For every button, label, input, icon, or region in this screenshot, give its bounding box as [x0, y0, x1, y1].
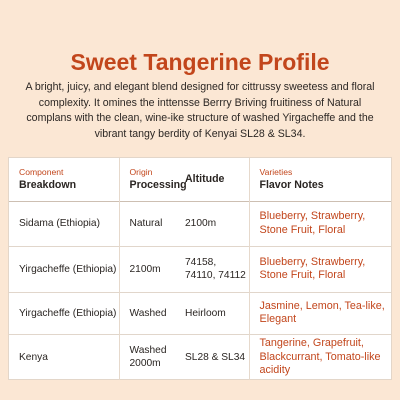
header-flavor-notes-sub: Varieties — [259, 166, 293, 177]
cell-processing: Washed — [119, 292, 175, 334]
table-header-row — [9, 158, 391, 201]
cell-altitude: 74158, 74110, 74112 — [185, 257, 246, 281]
page-title: Sweet Tangerine Profile — [70, 49, 330, 75]
cell-processing: 2100m — [119, 246, 175, 292]
cell-altitude: SL28 & SL34 — [185, 351, 246, 363]
cell-flavor-notes: Tangerine, Grapefruit, Blackcurrant, Tomato-like acidity — [249, 334, 391, 380]
cell-breakdown: Yirgacheffe (Ethiopia) — [19, 263, 117, 275]
header-altitude-label: Altitude — [185, 173, 225, 186]
cell-altitude: 2100m — [185, 218, 217, 229]
header-breakdown-label: Breakdown — [19, 178, 77, 191]
intro-paragraph: A bright, juicy, and elegant blend designed for cittrussy sweetess and floral complexity. It omines the inttensse Berrry Briving fruitiness of Natural complans with the clean, wine-ike structure of washed Yirgacheffe and the vibrant tangy berdity of Kenyai SL28 & SL34. — [25, 81, 375, 140]
cell-flavor-notes: Blueberry, Strawberry, Stone Fruit, Floral — [249, 201, 391, 246]
cell-flavor-notes: Blueberry, Strawberry, Stone Fruit, Floral — [249, 246, 391, 292]
header-processing — [119, 158, 187, 201]
table-row — [9, 201, 391, 246]
table-row — [9, 334, 391, 380]
header-flavor-notes — [249, 158, 391, 201]
header-processing-sub: Origin — [129, 166, 153, 177]
table-row — [9, 246, 391, 292]
header-breakdown-sub: Component — [19, 166, 64, 177]
blend-table — [9, 158, 391, 380]
header-flavor-notes-label: Flavor Notes — [259, 178, 324, 191]
cell-altitude: Heirloom — [185, 307, 226, 319]
cell-breakdown: Kenya — [19, 351, 48, 363]
header-breakdown — [9, 158, 119, 201]
cell-processing: Natural — [119, 201, 175, 246]
blend-table-card — [8, 157, 392, 380]
table-row — [9, 292, 391, 334]
cell-processing: Washed 2000m — [119, 334, 175, 380]
cell-breakdown: Yirgacheffe (Ethiopia) — [19, 307, 117, 319]
cell-breakdown: Sidama (Ethiopia) — [19, 218, 100, 229]
header-altitude — [175, 158, 249, 201]
cell-flavor-notes: Jasmine, Lemon, Tea-like, Elegant — [249, 292, 391, 334]
header-processing-label: Processing — [129, 178, 187, 191]
